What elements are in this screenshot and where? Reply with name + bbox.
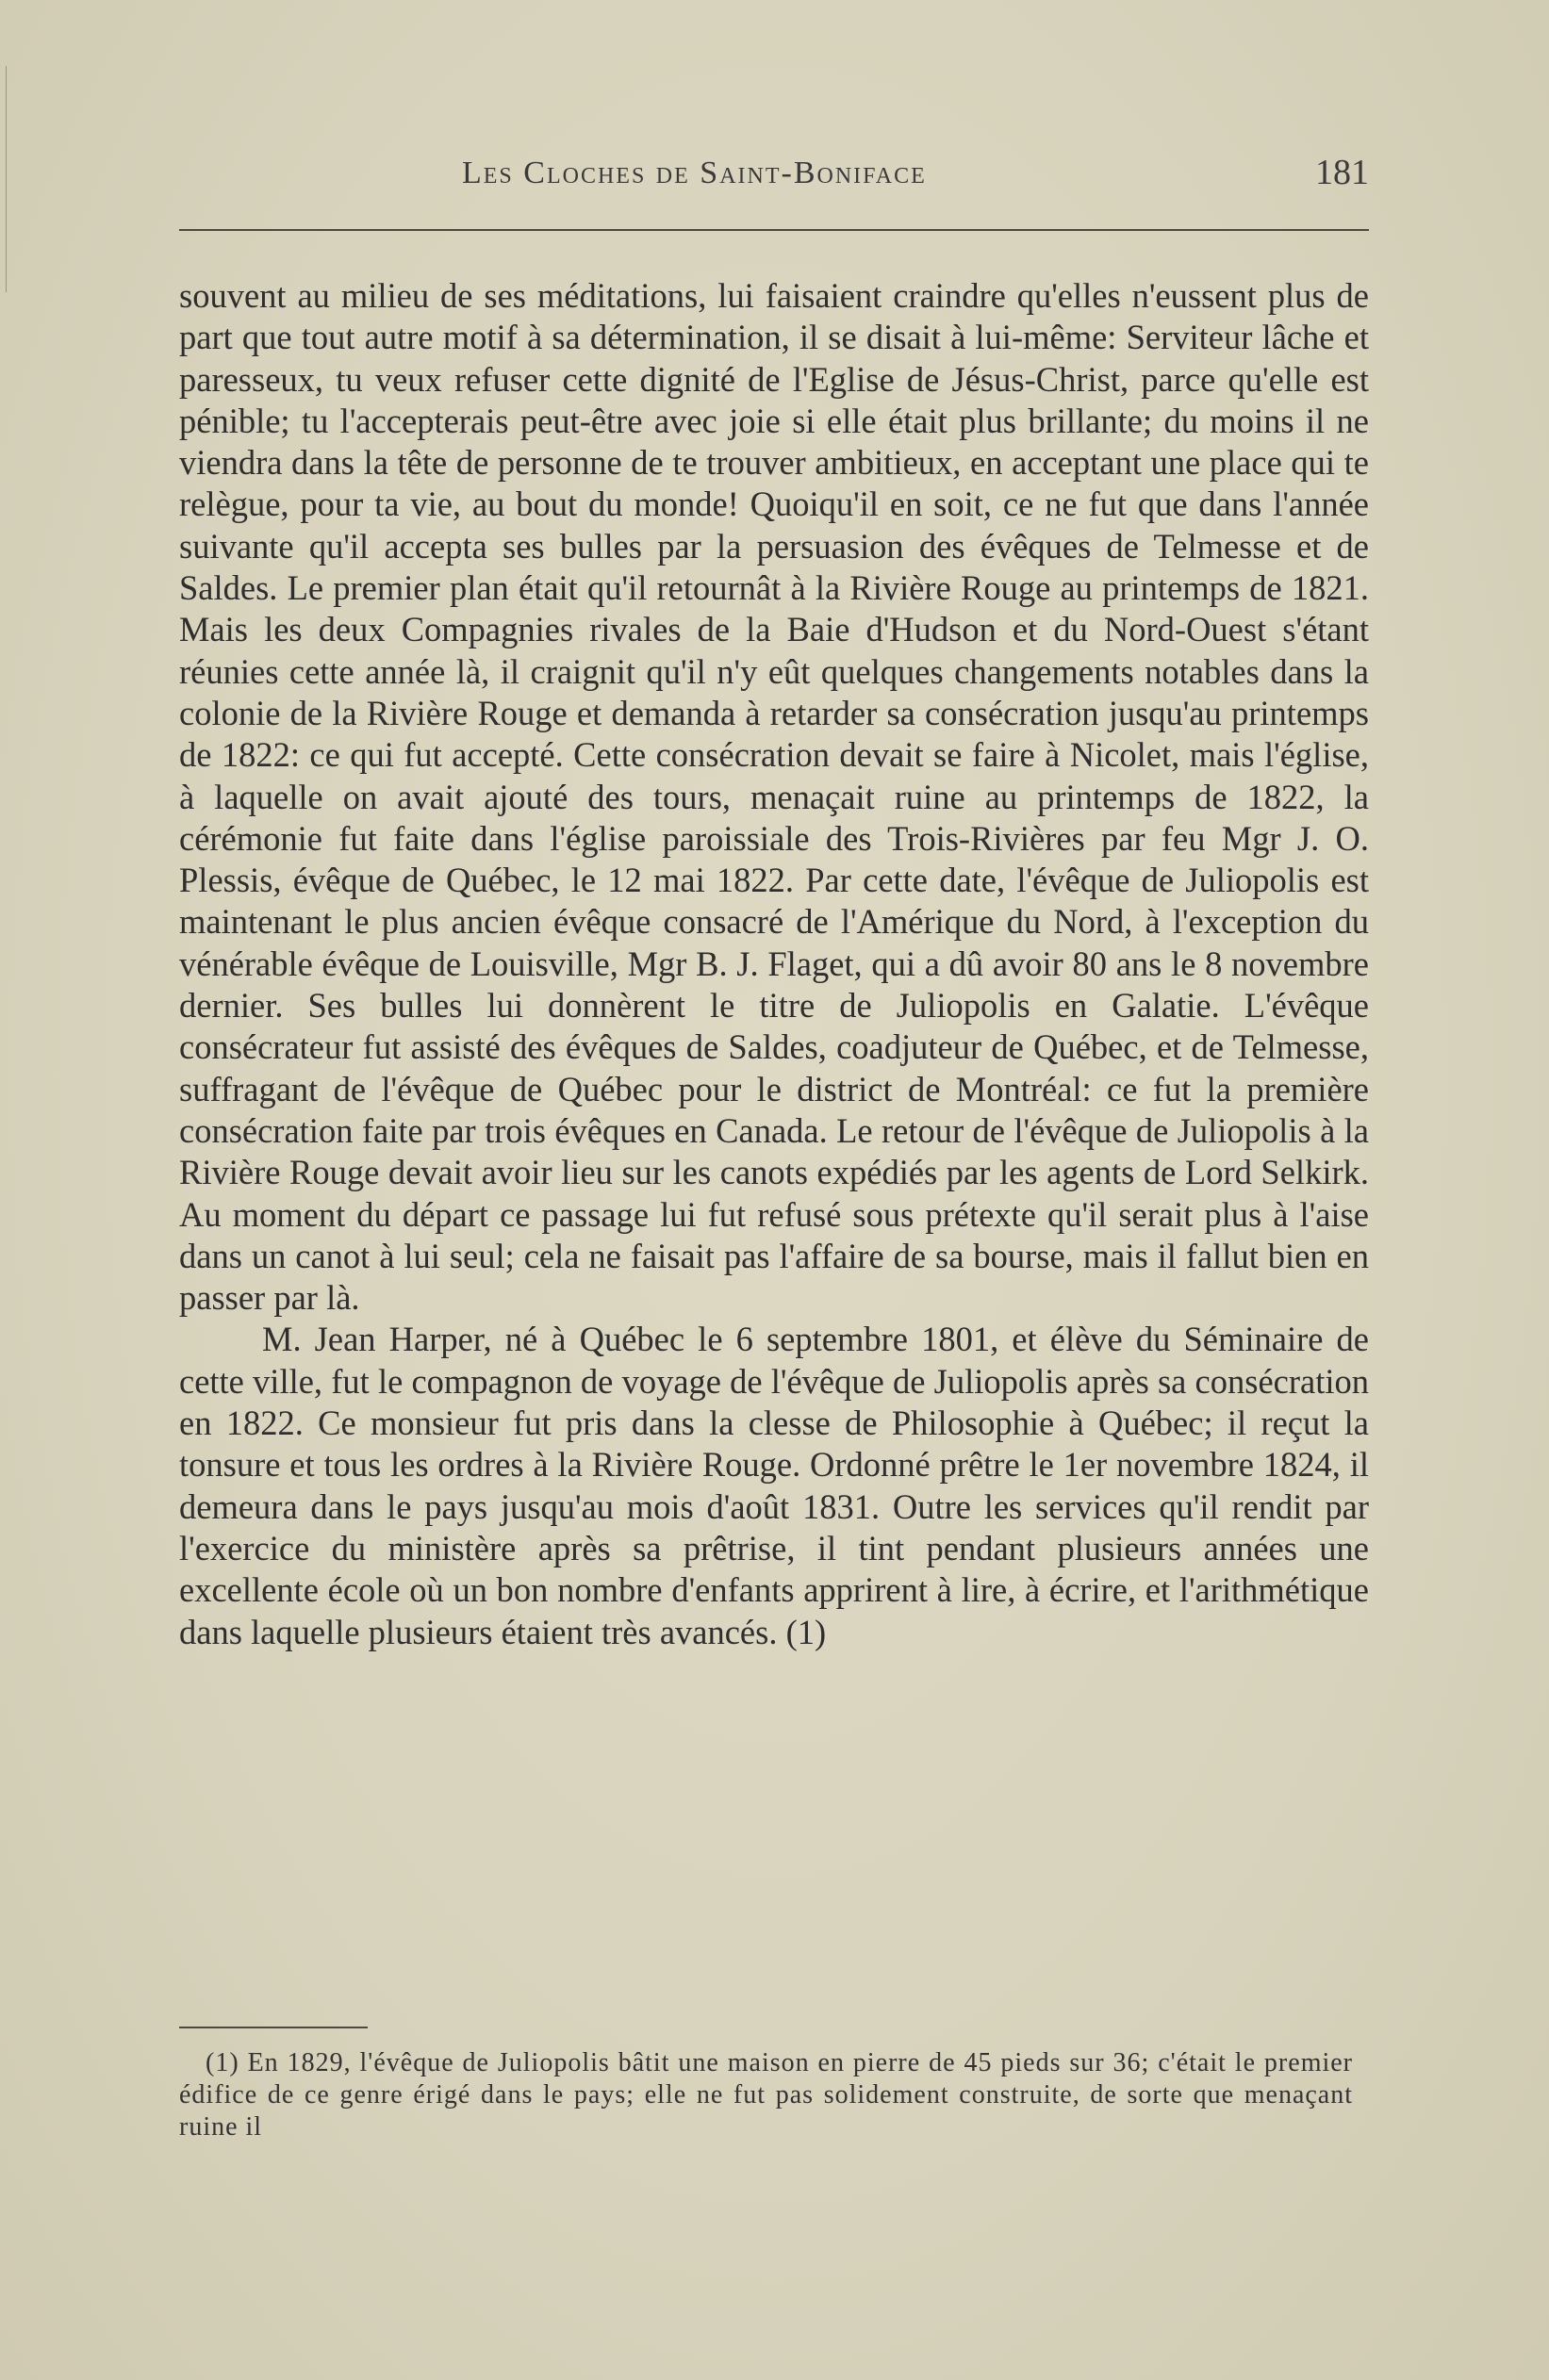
running-header xyxy=(179,153,1369,203)
footnote xyxy=(179,2047,1353,2143)
body-text xyxy=(179,275,1369,1653)
footnote-rule xyxy=(179,2027,368,2028)
running-title: Les Cloches de Saint-Boniface xyxy=(462,156,927,190)
header-rule xyxy=(179,229,1369,231)
paragraph: souvent au milieu de ses méditations, lui faisaient craindre qu'elles n'eussent plus de part que tout autre motif à sa détermination, il se disait à lui-même: Serviteur lâche et paresseux, tu veux refuser cette dignité de l'Eglise de Jésus-Christ, parce qu'elle est pénible; tu l'accepterais peut-être avec joie si elle était plus brillante; du moins il ne viendra dans la tête de personne de te trouver ambitieux, en acceptant une place qui te relègue, pour ta vie, au bout du monde! Quoiqu'il en soit, ce ne fut que dans l'année suivante qu'il accepta ses bulles par la persuasion des évêques de Telmesse et de Saldes. Le premier plan était qu'il retournât à la Rivière Rouge au printemps de 1821. Mais les deux Compagnies rivales de la Baie d'Hudson et du Nord-Ouest s'étant réunies cette année là, il craignit qu'il n'y eût quelques changements notables dans la colonie de la Rivière Rouge et demanda à retarder sa consécration jusqu'au printemps de 1822: ce qui fut accepté. Cette consécration devait se faire à Nicolet, mais l'église, à laquelle on avait ajouté des tours, menaçait ruine au printemps de 1822, la cérémonie fut faite dans l'église paroissiale des Trois-Rivières par feu Mgr J. O. Plessis, évêque de Québec, le 12 mai 1822. Par cette date, l'évêque de Juliopolis est maintenant le plus ancien évêque consacré de l'Amérique du Nord, à l'exception du vénérable évêque de Louisville, Mgr B. J. Flaget, qui a dû avoir 80 ans le 8 novembre dernier. Ses bulles lui donnèrent le titre de Juliopolis en Galatie. L'évêque consécrateur fut assisté des évêques de Saldes, coadjuteur de Québec, et de Telmesse, suffragant de l'évêque de Québec pour le district de Montréal: ce fut la première consécration faite par trois évêques en Canada. Le retour de l'évêque de Juliopolis à la Rivière Rouge devait avoir lieu sur les canots expédiés par les agents de Lord Selkirk. Au moment du départ ce passage lui fut refusé sous prétexte qu'il serait plus à l'aise dans un canot à lui seul; cela ne faisait pas l'affaire de sa bourse, mais il fallut bien en passer par là. xyxy=(179,276,1369,1318)
page-number: 181 xyxy=(1315,153,1369,192)
footnote-text: (1) En 1829, l'évêque de Juliopolis bâtit une maison en pierre de 45 pieds sur 36; c'était le premier édifice de ce genre érigé dans le pays; elle ne fut pas solidement construite, de sorte que menaçant ruine il xyxy=(179,2048,1353,2142)
page-edge-mark xyxy=(6,66,7,292)
paragraph: M. Jean Harper, né à Québec le 6 septembre 1801, et élève du Séminaire de cette ville, fut le compagnon de voyage de l'évêque de Juliopolis après sa consécration en 1822. Ce monsieur fut pris dans la clesse de Philosophie à Québec; il reçut la tonsure et tous les ordres à la Rivière Rouge. Ordonné prêtre le 1er novembre 1824, il demeura dans le pays jusqu'au mois d'août 1831. Outre les services qu'il rendit par l'exercice du ministère après sa prêtrise, il tint pendant plusieurs années une excellente école où un bon nombre d'enfants apprirent à lire, à écrire, et l'arithmétique dans laquelle plusieurs étaient très avancés. (1) xyxy=(179,1320,1369,1651)
